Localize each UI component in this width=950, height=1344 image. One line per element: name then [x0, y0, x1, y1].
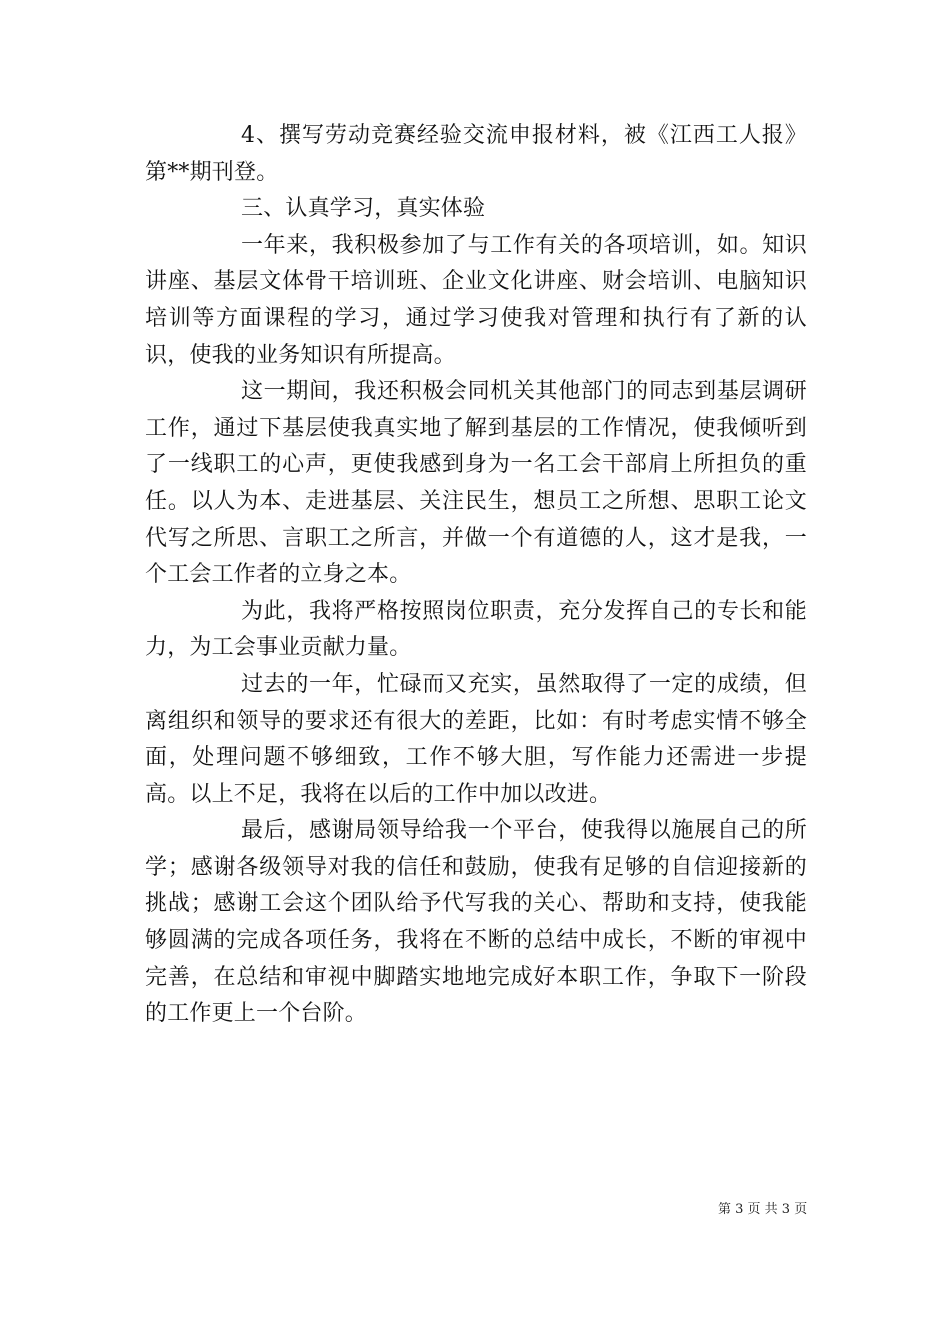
- paragraph-thanks: 最后，感谢局领导给我一个平台，使我得以施展自己的所学；感谢各级领导对我的信任和鼓励，使我有足够的自信迎接新的挑战；感谢工会这个团队给予代写我的关心、帮助和支持，使我能够圆满的完成各项任务，我将在不断的总结中成长，不断的审视中完善，在总结和审视中脚踏实地地完成好本职工作，争取下一阶段的工作更上一个台阶。: [145, 818, 807, 1027]
- paragraph-item-4: 4、撰写劳动竞赛经验交流申报材料，被《江西工人报》第**期刊登。: [145, 123, 807, 185]
- paragraph-commitment: 为此，我将严格按照岗位职责，充分发挥自己的专长和能力，为工会事业贡献力量。: [145, 598, 807, 661]
- paragraph-training: 一年来，我积极参加了与工作有关的各项培训，如。知识讲座、基层文体骨干培训班、企业文化讲座、财会培训、电脑知识培训等方面课程的学习，通过学习使我对管理和执行有了新的认识，使我的业务知识有所提高。: [145, 232, 807, 368]
- paragraph-grassroots: 这一期间，我还积极会同机关其他部门的同志到基层调研工作，通过下基层使我真实地了解到基层的工作情况，使我倾听到了一线职工的心声，更使我感到身为一名工会干部肩上所担负的重任。以人为本、走进基层、关注民生，想员工之所想、思职工论文代写之所思、言职工之所言，并做一个有道德的人，这才是我，一个工会工作者的立身之本。: [145, 379, 807, 588]
- page-number-footer: 第 3 页 共 3 页: [718, 1202, 808, 1217]
- paragraph-shortcomings: 过去的一年，忙碌而又充实，虽然取得了一定的成绩，但离组织和领导的要求还有很大的差距，比如：有时考虑实情不够全面，处理问题不够细致，工作不够大胆，写作能力还需进一步提高。以上不足，我将在以后的工作中加以改进。: [145, 671, 807, 807]
- document-body: [145, 118, 807, 1033]
- section-heading-3: 三、认真学习，真实体验: [241, 196, 486, 222]
